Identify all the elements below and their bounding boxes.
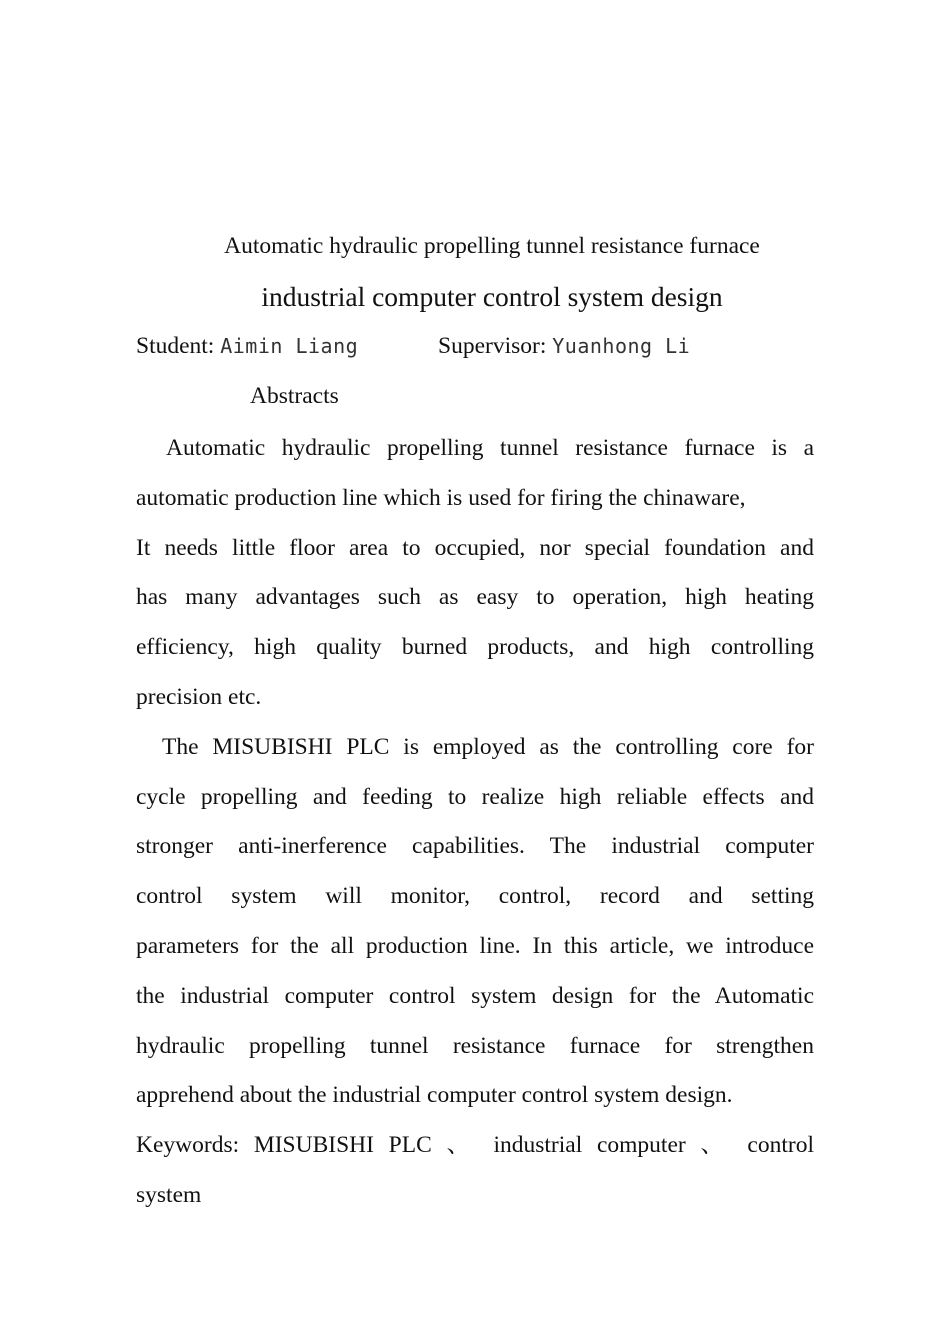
supervisor-label: Supervisor: — [438, 333, 547, 359]
abstract-paragraph — [136, 432, 814, 731]
text-line: Keywords: MISUBISHI PLC 、 industrial computer 、 control — [136, 1132, 814, 1159]
text-line: the industrial computer control system design for the Automatic — [136, 982, 814, 1009]
student-label: Student: — [136, 333, 215, 359]
abstract-paragraph — [136, 731, 814, 1129]
text-line: Automatic hydraulic propelling tunnel resistance furnace is a — [166, 435, 814, 461]
text-line: automatic production line which is used for firing the chinaware, — [136, 484, 746, 511]
supervisor — [438, 333, 690, 360]
keywords — [136, 1129, 814, 1229]
student-name: Aimin Liang — [220, 334, 359, 358]
text-line: control system will monitor, control, record and setting — [136, 883, 814, 910]
author-line — [136, 333, 691, 360]
text-line: The MISUBISHI PLC is employed as the controlling core for — [162, 733, 814, 760]
text-line: cycle propelling and feeding to realize high reliable effects and — [136, 783, 814, 810]
text-line: stronger anti-inerference capabilities. The industrial computer — [136, 833, 814, 860]
supervisor-name: Yuanhong Li — [552, 334, 691, 358]
text-line: apprehend about the industrial computer control system design. — [136, 1082, 733, 1109]
text-line: parameters for the all production line. In this article, we introduce — [136, 932, 814, 959]
abstract-heading: Abstracts — [250, 383, 339, 409]
title-line-1: Automatic hydraulic propelling tunnel resistance furnace — [224, 233, 760, 259]
text-line: It needs little floor area to occupied, nor special foundation and — [136, 534, 814, 561]
title-line-2: industrial computer control system design — [261, 281, 723, 312]
text-line: precision etc. — [136, 683, 262, 710]
abstract-body — [136, 432, 814, 1229]
text-line: efficiency, high quality burned products, and high controlling — [136, 634, 814, 661]
text-line: has many advantages such as easy to operation, high heating — [136, 584, 814, 611]
text-line: system — [136, 1181, 202, 1208]
text-line: hydraulic propelling tunnel resistance furnace for strengthen — [136, 1032, 814, 1059]
